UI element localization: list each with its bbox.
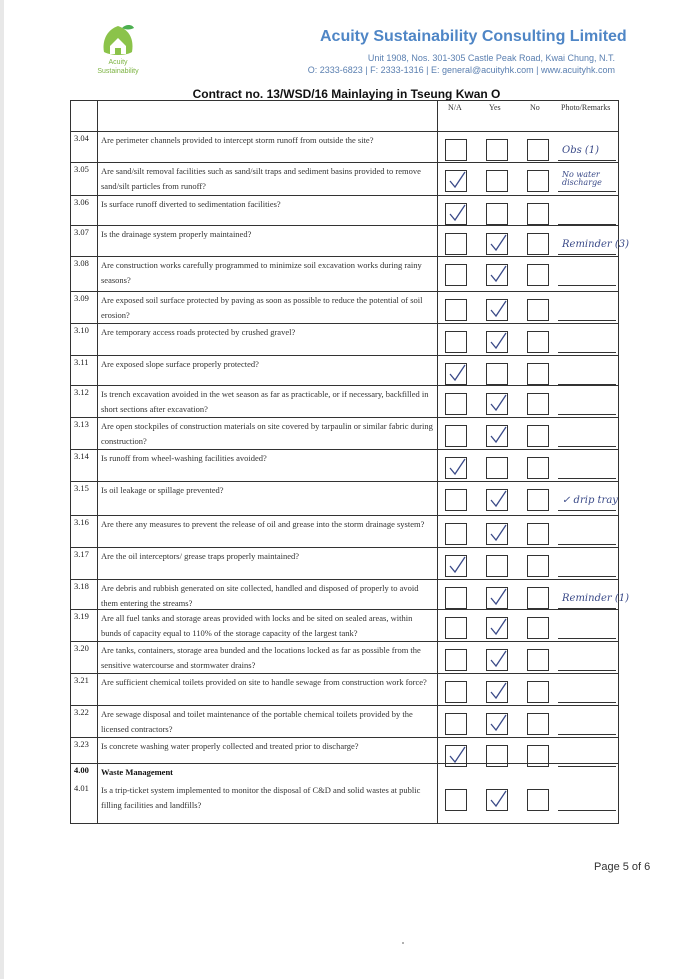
company-name: Acuity Sustainability Consulting Limited xyxy=(320,28,627,45)
item-number: 3.09 xyxy=(74,293,89,303)
checkbox-no[interactable] xyxy=(527,587,549,609)
table-row xyxy=(71,131,618,162)
checkbox-na[interactable] xyxy=(445,139,467,161)
column-header-yes: Yes xyxy=(489,103,501,112)
table-row xyxy=(71,225,630,256)
item-number: 3.10 xyxy=(74,325,89,335)
handwritten-remark: ✓ drip tray xyxy=(562,495,618,506)
table-row xyxy=(71,481,618,515)
checkbox-no[interactable] xyxy=(527,233,549,255)
handwritten-tick-icon xyxy=(487,488,509,510)
remark-line xyxy=(558,734,616,735)
checkbox-no[interactable] xyxy=(527,331,549,353)
question-text: Are sewage disposal and toilet maintenance of the portable chemical toilets provided by the licensed contractors? xyxy=(101,709,413,734)
item-number: 3.19 xyxy=(74,611,89,621)
table-row xyxy=(71,417,618,449)
checkbox-na[interactable] xyxy=(445,393,467,415)
table-row xyxy=(71,673,618,705)
question-text: Are exposed soil surface protected by paving as soon as possible to reduce the potential of soil erosion? xyxy=(101,295,423,320)
handwritten-tick-icon xyxy=(487,712,509,734)
table-row xyxy=(71,547,618,579)
handwritten-tick-icon xyxy=(487,522,509,544)
handwritten-tick-icon xyxy=(446,456,468,478)
item-number: 3.04 xyxy=(74,133,89,143)
table-row xyxy=(71,449,618,481)
item-number: 3.23 xyxy=(74,739,89,749)
item-number: 4.00 xyxy=(74,765,89,775)
table-row xyxy=(71,355,618,385)
column-header-no: No xyxy=(530,103,540,112)
question-text: Are all fuel tanks and storage areas provided with locks and be sited on sealed areas, within bunds of capacity equal to 110% of the storage capacity of the largest tank? xyxy=(101,613,413,638)
handwritten-remark: Obs (1) xyxy=(562,145,600,156)
remark-line xyxy=(558,285,616,286)
checkbox-no[interactable] xyxy=(527,363,549,385)
handwritten-tick-icon xyxy=(487,680,509,702)
checkbox-na[interactable] xyxy=(445,523,467,545)
checkbox-na[interactable] xyxy=(445,713,467,735)
checkbox-yes[interactable] xyxy=(486,363,508,385)
item-number: 3.07 xyxy=(74,227,89,237)
checkbox-no[interactable] xyxy=(527,299,549,321)
remark-line xyxy=(558,810,616,811)
table-row xyxy=(71,291,618,323)
page-number: Page 5 of 6 xyxy=(594,861,651,873)
checkbox-na[interactable] xyxy=(445,681,467,703)
checkbox-no[interactable] xyxy=(527,425,549,447)
table-row xyxy=(71,323,618,355)
checkbox-na[interactable] xyxy=(445,617,467,639)
remark-line xyxy=(558,544,616,545)
checkbox-no[interactable] xyxy=(527,203,549,225)
checkbox-no[interactable] xyxy=(527,139,549,161)
handwritten-remark: Reminder (3) xyxy=(562,239,630,250)
remark-line xyxy=(558,254,616,255)
question-text: Is concrete washing water properly collected and treated prior to discharge? xyxy=(101,741,359,751)
handwritten-tick-icon xyxy=(446,362,468,384)
checkbox-no[interactable] xyxy=(527,489,549,511)
page-edge xyxy=(0,0,4,979)
checkbox-no[interactable] xyxy=(527,789,549,811)
remark-line xyxy=(558,510,616,511)
handwritten-tick-icon xyxy=(487,263,509,285)
question-text: Are tanks, containers, storage area bunded and the locations locked as far as possible from the sensitive watercourse and stormwater drains? xyxy=(101,645,421,670)
item-number: 4.01 xyxy=(74,783,89,793)
section-title: Waste Management xyxy=(101,767,174,777)
item-number: 3.14 xyxy=(74,451,89,461)
remark-line xyxy=(558,670,616,671)
handwritten-tick-icon xyxy=(446,169,468,191)
handwritten-tick-icon xyxy=(487,330,509,352)
checkbox-no[interactable] xyxy=(527,681,549,703)
checkbox-no[interactable] xyxy=(527,649,549,671)
remark-line xyxy=(558,320,616,321)
remark-line xyxy=(558,414,616,415)
question-text: Are sufficient chemical toilets provided on site to handle sewage from construction work force? xyxy=(101,677,427,687)
table-row xyxy=(71,705,618,737)
handwritten-tick-icon xyxy=(446,554,468,576)
remark-line xyxy=(558,446,616,447)
item-number: 3.22 xyxy=(74,707,89,717)
checkbox-na[interactable] xyxy=(445,587,467,609)
handwritten-tick-icon xyxy=(446,202,468,224)
table-row xyxy=(71,162,618,195)
item-number: 3.13 xyxy=(74,419,89,429)
checkbox-no[interactable] xyxy=(527,393,549,415)
table-row xyxy=(71,195,618,225)
item-number: 3.08 xyxy=(74,258,89,268)
handwritten-tick-icon xyxy=(487,232,509,254)
checkbox-na[interactable] xyxy=(445,233,467,255)
item-number: 3.20 xyxy=(74,643,89,653)
column-header-remarks: Photo/Remarks xyxy=(561,103,611,112)
checkbox-no[interactable] xyxy=(527,457,549,479)
checkbox-na[interactable] xyxy=(445,489,467,511)
contract-title: Contract no. 13/WSD/16 Mainlaying in Tseung Kwan O xyxy=(192,87,501,101)
column-header-na: N/A xyxy=(448,103,462,112)
checkbox-yes[interactable] xyxy=(486,203,508,225)
checkbox-no[interactable] xyxy=(527,523,549,545)
item-number: 3.06 xyxy=(74,197,89,207)
table-row xyxy=(71,609,618,641)
question-text: Is surface runoff diverted to sedimentation facilities? xyxy=(101,199,281,209)
table-row xyxy=(71,515,618,547)
remark-line xyxy=(558,191,616,192)
handwritten-remark: Reminder (1) xyxy=(562,593,630,604)
checkbox-na[interactable] xyxy=(445,299,467,321)
question-text: Is trench excavation avoided in the wet season as far as practicable, or if necessary, backfilled in short sections after excavation? xyxy=(101,389,429,414)
item-number: 3.15 xyxy=(74,483,89,493)
handwritten-tick-icon xyxy=(487,424,509,446)
checkbox-no[interactable] xyxy=(527,617,549,639)
handwritten-tick-icon xyxy=(487,788,509,810)
question-text: Are construction works carefully programmed to minimize soil excavation works during rainy seasons? xyxy=(101,260,422,285)
question-text: Is oil leakage or spillage prevented? xyxy=(101,485,224,495)
question-text: Are debris and rubbish generated on site collected, handled and disposed of properly to avoid them entering the streams? xyxy=(101,583,419,608)
question-text: Is a trip-ticket system implemented to monitor the disposal of C&D and solid wastes at public filling facilities and landfills? xyxy=(101,785,421,810)
question-text: Are sand/silt removal facilities such as sand/silt traps and sediment basins provided to remove sand/silt particles from runoff? xyxy=(101,166,421,191)
table-row xyxy=(71,256,618,291)
remark-line xyxy=(558,160,616,161)
handwritten-tick-icon xyxy=(487,392,509,414)
handwritten-remark: No water discharge xyxy=(562,170,602,187)
remark-line xyxy=(558,352,616,353)
speck xyxy=(402,942,404,944)
checkbox-yes[interactable] xyxy=(486,139,508,161)
checkbox-no[interactable] xyxy=(527,170,549,192)
question-text: Are exposed slope surface properly protected? xyxy=(101,359,259,369)
table-row xyxy=(71,737,618,763)
item-number: 3.12 xyxy=(74,387,89,397)
handwritten-tick-icon xyxy=(487,616,509,638)
logo-text: Acuity Sustainability xyxy=(97,59,139,75)
item-number: 3.16 xyxy=(74,517,89,527)
section-row xyxy=(71,763,618,781)
handwritten-tick-icon xyxy=(487,298,509,320)
remark-line xyxy=(558,702,616,703)
checkbox-yes[interactable] xyxy=(486,555,508,577)
table-row xyxy=(71,781,618,825)
checkbox-na[interactable] xyxy=(445,425,467,447)
checkbox-na[interactable] xyxy=(445,789,467,811)
question-text: Are there any measures to prevent the release of oil and grease into the storm drainage system? xyxy=(101,519,425,529)
item-number: 3.18 xyxy=(74,581,89,591)
checkbox-na[interactable] xyxy=(445,649,467,671)
checkbox-no[interactable] xyxy=(527,713,549,735)
question-text: Are temporary access roads protected by crushed gravel? xyxy=(101,327,296,337)
table-row xyxy=(71,641,618,673)
checkbox-no[interactable] xyxy=(527,555,549,577)
question-text: Are open stockpiles of construction materials on site covered by tarpaulin or similar fabric during construction? xyxy=(101,421,433,446)
handwritten-tick-icon xyxy=(487,586,509,608)
checkbox-yes[interactable] xyxy=(486,457,508,479)
remark-line xyxy=(558,638,616,639)
checkbox-na[interactable] xyxy=(445,264,467,286)
table-row xyxy=(71,579,630,609)
checkbox-yes[interactable] xyxy=(486,170,508,192)
table-row xyxy=(71,385,618,417)
checkbox-na[interactable] xyxy=(445,331,467,353)
checklist-table xyxy=(70,100,630,824)
checkbox-no[interactable] xyxy=(527,264,549,286)
remark-line xyxy=(558,478,616,479)
item-number: 3.17 xyxy=(74,549,89,559)
question-text: Is runoff from wheel-washing facilities avoided? xyxy=(101,453,267,463)
address-line-1: Unit 1908, Nos. 301-305 Castle Peak Road, Kwai Chung, N.T. xyxy=(367,53,615,63)
question-text: Are perimeter channels provided to intercept storm runoff from outside the site? xyxy=(101,135,374,145)
question-text: Are the oil interceptors/ grease traps properly maintained? xyxy=(101,551,300,561)
item-number: 3.05 xyxy=(74,164,89,174)
item-number: 3.21 xyxy=(74,675,89,685)
remark-line xyxy=(558,576,616,577)
handwritten-tick-icon xyxy=(487,648,509,670)
question-text: Is the drainage system properly maintained? xyxy=(101,229,252,239)
address-line-2: O: 2333-6823 | F: 2333-1316 | E: general@acuityhk.com | www.acuityhk.com xyxy=(307,65,615,75)
item-number: 3.11 xyxy=(74,357,89,367)
